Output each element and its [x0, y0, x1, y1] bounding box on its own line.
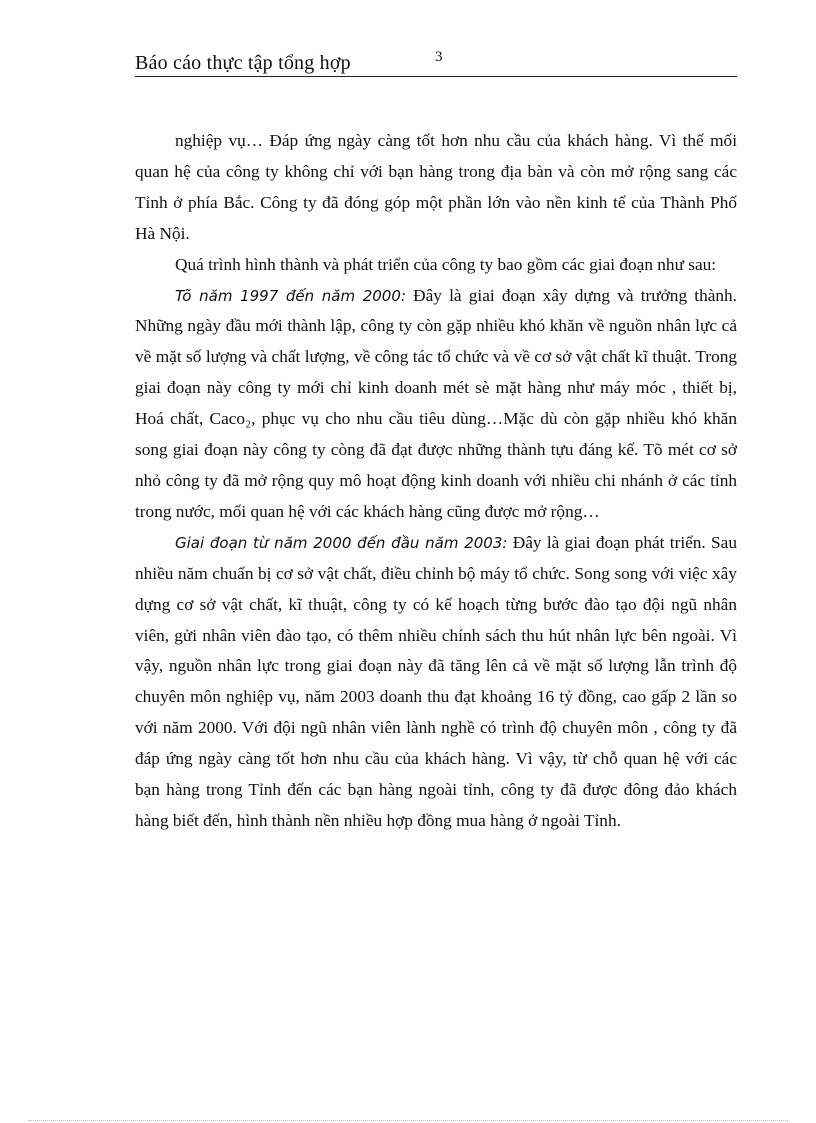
footer-divider [28, 1120, 788, 1121]
paragraph-3-lead: Tõ năm 1997 đến năm 2000: [175, 286, 406, 305]
body-text [135, 126, 737, 837]
page-header [135, 46, 737, 77]
paragraph-4-lead: Giai đoạn từ năm 2000 đến đầu năm 2003: [175, 533, 508, 552]
paragraph-4-text: Đây là giai đoạn phát triển. Sau nhiều năm chuẩn bị cơ sở vật chất, điều chỉnh bộ máy tổ chức. Song song với việc xây dựng cơ sở vật chất, kĩ thuật, công ty có kế hoạch từng bước đào tạo đội ngũ nhân viên, gửi nhân viên đào tạo, có thêm nhiều chính sách thu hút nhân lực bên ngoài. Vì vậy, nguồn nhân lực trong giai đoạn này đã tăng lên cả về mặt số lượng lẫn trình độ chuyên môn nghiệp vụ, năm 2003 doanh thu đạt khoảng 16 tỷ đồng, cao gấp 2 lần so với năm 2000. Với đội ngũ nhân viên lành nghề có trình độ chuyên môn , công ty đã đáp ứng ngày càng tốt hơn nhu cầu của khách hàng. Vì vậy, từ chỗ quan hệ với các bạn hàng trong Tỉnh đến các bạn hàng ngoài tỉnh, công ty đã được đông đảo khách hàng biết đến, hình thành nền nhiều hợp đồng mua hàng ở ngoài Tỉnh. [135, 532, 737, 830]
paragraph-1-text: nghiệp vụ… Đáp ứng ngày càng tốt hơn nhu cầu của khách hàng. Vì thế mối quan hệ của công ty không chỉ với bạn hàng trong địa bàn và còn mở rộng sang các Tỉnh ở phía Bắc. Công ty đã đóng góp một phần lớn vào nền kinh tế của Thành Phố Hà Nội. [135, 131, 737, 243]
report-title: Báo cáo thực tập tổng hợp [135, 52, 351, 74]
paragraph-4 [135, 528, 737, 837]
paragraph-1 [135, 126, 737, 250]
paragraph-3 [135, 281, 737, 528]
paragraph-3-text: Đây là giai đoạn xây dựng và trưởng thành. Những ngày đầu mới thành lập, công ty còn gặp nhiều khó khăn về nguồn nhân lực cả về mặt số lượng và chất lượng, về công tác tổ chức và về cơ sở vật chất kĩ thuật. Trong giai đoạn này công ty mới chỉ kinh doanh mét sè mặt hàng như máy móc , thiết bị, Hoá chất, Caco₂, phục vụ cho nhu cầu tiêu dùng…Mặc dù còn gặp nhiều khó khăn song giai đoạn này công ty còng đã đạt được những thành tựu đáng kể. Tõ mét cơ sở nhỏ công ty đã mở rộng quy mô hoạt động kinh doanh với nhiều chi nhánh ở các tỉnh trong nước, mối quan hệ với các khách hàng cũng được mở rộng… [135, 285, 737, 521]
paragraph-2 [135, 250, 737, 281]
page-number: 3 [435, 49, 443, 65]
paragraph-2-text: Quá trình hình thành và phát triển của công ty bao gồm các giai đoạn như sau: [175, 254, 717, 274]
